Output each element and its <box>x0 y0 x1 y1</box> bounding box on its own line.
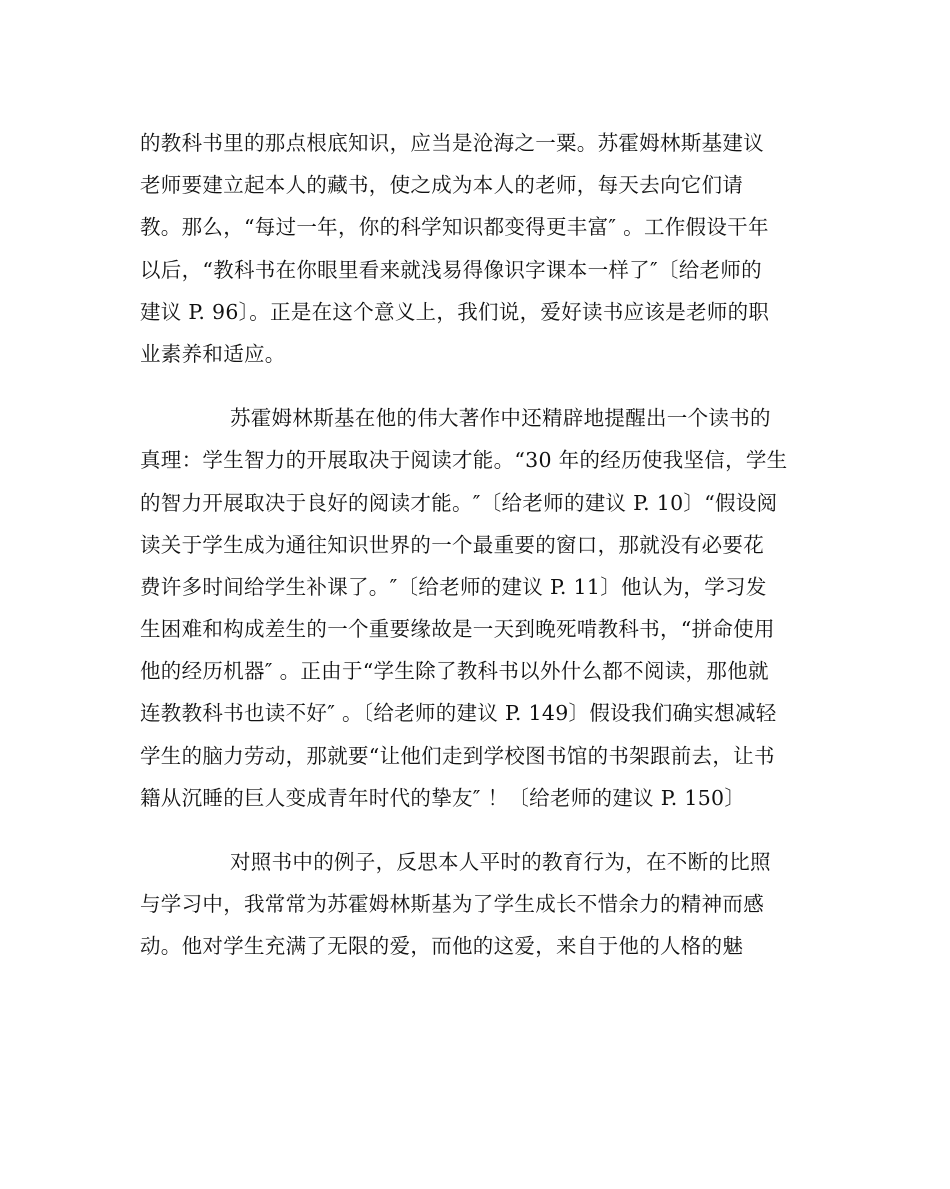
text-line: 苏霍姆林斯基在他的伟大著作中还精辟地提醒出一个读书的 <box>230 406 771 431</box>
paragraph-spacer <box>140 375 820 397</box>
text-line: 业素养和适应。 <box>140 341 286 366</box>
text-line: 费许多时间给学生补课了。″〔给老师的建议 P. 11〕他认为，学习发 <box>140 574 767 599</box>
text-line: 学生的脑力劳动，那就要“让他们走到学校图书馆的书架跟前去，让书 <box>140 743 775 768</box>
text-line: 对照书中的例子，反思本人平时的教育行为，在不断的比照 <box>230 850 771 874</box>
text-line: 建议 P. 96〕。正是在这个意义上，我们说，爱好读书应该是老师的职 <box>140 299 770 324</box>
text-line: 动。他对学生充满了无限的爱，而他的这爱，来自于他的人格的魅 <box>140 934 744 959</box>
text-line: 以后，“教科书在你眼里看来就浅易得像识字课本一样了″〔给老师的 <box>140 257 762 282</box>
text-line: 籍从沉睡的巨人变成青年时代的挚友″ ！〔给老师的建议 P. 150〕 <box>140 785 746 810</box>
text-line: 的教科书里的那点根底知识，应当是沧海之一粟。苏霍姆林斯基建议 <box>140 131 764 155</box>
text-line: 他的经历机器″ 。正由于“学生除了教科书以外什么都不阅读，那他就 <box>140 659 769 684</box>
text-line: 教。那么，“每过一年，你的科学知识都变得更丰富″ 。工作假设干年 <box>140 215 769 240</box>
paragraph-spacer <box>140 819 820 841</box>
text-line: 与学习中，我常常为苏霍姆林斯基为了学生成长不惜余力的精神而感 <box>140 892 764 917</box>
text-line: 读关于学生成为通往知识世界的一个最重要的窗口，那就没有必要花 <box>140 532 764 557</box>
text-line: 的智力开展取决于良好的阅读才能。″〔给老师的建议 P. 10〕“假设阅 <box>140 490 778 515</box>
paragraph-2 <box>140 397 820 819</box>
text-line: 老师要建立起本人的藏书，使之成为本人的老师，每天去向它们请 <box>140 173 744 198</box>
body-text <box>140 122 820 968</box>
text-line: 生困难和构成差生的一个重要缘故是一天到晚死啃教科书，“拼命使用 <box>140 617 775 642</box>
paragraph-1 <box>140 122 820 375</box>
text-line: 连教教科书也读不好″ 。〔给老师的建议 P. 149〕假设我们确实想减轻 <box>140 701 777 726</box>
paragraph-3 <box>140 841 820 968</box>
text-line: 真理：学生智力的开展取决于阅读才能。“30 年的经历使我坚信，学生 <box>140 448 788 473</box>
